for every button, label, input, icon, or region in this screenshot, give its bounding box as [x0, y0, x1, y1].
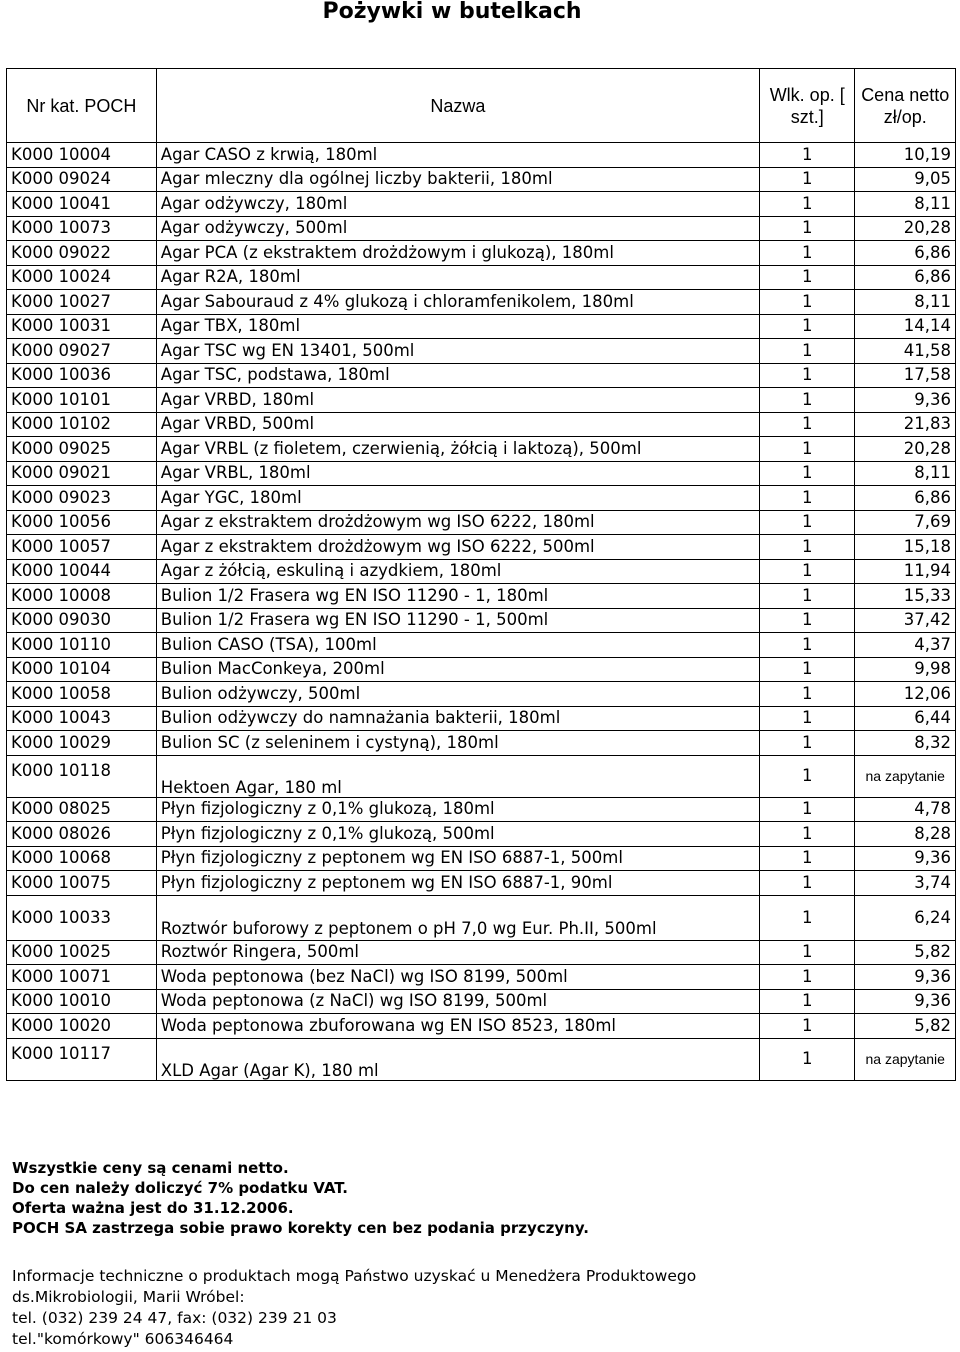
product-name-cell: Agar Sabouraud z 4% glukozą i chloramfenikolem, 180ml [156, 290, 759, 315]
table-row [7, 1038, 956, 1080]
pack-size-cell: 1 [759, 192, 855, 217]
catalog-number-cell: K000 10008 [7, 584, 157, 609]
table-row [7, 755, 956, 797]
product-name-cell: Agar z ekstraktem drożdżowym wg ISO 6222, 180ml [156, 510, 759, 535]
header-name: Nazwa [156, 69, 759, 143]
pack-size-cell: 1 [759, 412, 855, 437]
table-row [7, 584, 956, 609]
price-cell: 15,18 [855, 535, 956, 560]
table-row [7, 216, 956, 241]
product-name-cell: Bulion MacConkeya, 200ml [156, 657, 759, 682]
catalog-number-cell: K000 10036 [7, 363, 157, 388]
note-line: Wszystkie ceny są cenami netto. [12, 1159, 289, 1177]
table-row [7, 822, 956, 847]
table-row [7, 965, 956, 990]
pack-size-cell: 1 [759, 731, 855, 756]
table-row [7, 265, 956, 290]
price-cell: 7,69 [855, 510, 956, 535]
product-name-cell: Agar TSC, podstawa, 180ml [156, 363, 759, 388]
product-name-cell: XLD Agar (Agar K), 180 ml [156, 1038, 759, 1080]
catalog-number-cell: K000 10043 [7, 706, 157, 731]
table-row [7, 363, 956, 388]
table-row [7, 1014, 956, 1039]
price-cell: 15,33 [855, 584, 956, 609]
price-cell: na zapytanie [855, 1038, 956, 1080]
product-name-cell: Agar VRBD, 500ml [156, 412, 759, 437]
price-cell: 9,36 [855, 989, 956, 1014]
table-row [7, 731, 956, 756]
catalog-number-cell: K000 08025 [7, 797, 157, 822]
catalog-number-cell: K000 10101 [7, 388, 157, 413]
note-line: Do cen należy doliczyć 7% podatku VAT. [12, 1179, 348, 1197]
product-name-cell: Woda peptonowa zbuforowana wg EN ISO 8523, 180ml [156, 1014, 759, 1039]
table-row [7, 314, 956, 339]
catalog-number-cell: K000 10029 [7, 731, 157, 756]
catalog-number-cell: K000 10004 [7, 143, 157, 168]
table-row [7, 535, 956, 560]
table-row [7, 461, 956, 486]
catalog-number-cell: K000 10057 [7, 535, 157, 560]
pack-size-cell: 1 [759, 895, 855, 940]
product-name-cell: Agar R2A, 180ml [156, 265, 759, 290]
product-name-cell: Agar z żółcią, eskuliną i azydkiem, 180ml [156, 559, 759, 584]
catalog-number-cell: K000 10031 [7, 314, 157, 339]
header-price: Cena netto zł/op. [855, 69, 956, 143]
pack-size-cell: 1 [759, 633, 855, 658]
pack-size-cell: 1 [759, 535, 855, 560]
pack-size-cell: 1 [759, 143, 855, 168]
table-row [7, 241, 956, 266]
pack-size-cell: 1 [759, 290, 855, 315]
pack-size-cell: 1 [759, 755, 855, 797]
product-name-cell: Agar VRBL, 180ml [156, 461, 759, 486]
pack-size-cell: 1 [759, 363, 855, 388]
contact-info [12, 1266, 696, 1350]
price-cell: 8,32 [855, 731, 956, 756]
price-cell: 3,74 [855, 871, 956, 896]
pack-size-cell: 1 [759, 965, 855, 990]
product-name-cell: Woda peptonowa (bez NaCl) wg ISO 8199, 500ml [156, 965, 759, 990]
catalog-number-cell: K000 10058 [7, 682, 157, 707]
product-name-cell: Agar mleczny dla ogólnej liczby bakterii, 180ml [156, 167, 759, 192]
price-cell: 8,11 [855, 192, 956, 217]
table-row [7, 608, 956, 633]
table-row [7, 388, 956, 413]
pack-size-cell: 1 [759, 989, 855, 1014]
price-cell: 8,28 [855, 822, 956, 847]
pack-size-cell: 1 [759, 241, 855, 266]
contact-line: ds.Mikrobiologii, Marii Wróbel: [12, 1288, 245, 1306]
contact-line: tel."komórkowy" 606346464 [12, 1330, 234, 1348]
price-cell: 9,05 [855, 167, 956, 192]
table-row [7, 657, 956, 682]
catalog-number-cell: K000 10041 [7, 192, 157, 217]
table-row [7, 510, 956, 535]
catalog-number-cell: K000 10010 [7, 989, 157, 1014]
price-cell: 8,11 [855, 461, 956, 486]
pack-size-cell: 1 [759, 461, 855, 486]
product-name-cell: Roztwór buforowy z peptonem o pH 7,0 wg Eur. Ph.II, 500ml [156, 895, 759, 940]
product-name-cell: Agar z ekstraktem drożdżowym wg ISO 6222, 500ml [156, 535, 759, 560]
catalog-number-cell: K000 09024 [7, 167, 157, 192]
table-row [7, 871, 956, 896]
catalog-number-cell: K000 10102 [7, 412, 157, 437]
pack-size-cell: 1 [759, 388, 855, 413]
catalog-number-cell: K000 10020 [7, 1014, 157, 1039]
pack-size-cell: 1 [759, 657, 855, 682]
note-line: Oferta ważna jest do 31.12.2006. [12, 1199, 294, 1217]
price-cell: 10,19 [855, 143, 956, 168]
product-name-cell: Agar odżywczy, 500ml [156, 216, 759, 241]
catalog-number-cell: K000 10073 [7, 216, 157, 241]
table-row [7, 940, 956, 965]
product-name-cell: Agar odżywczy, 180ml [156, 192, 759, 217]
table-row [7, 486, 956, 511]
product-name-cell: Płyn fizjologiczny z peptonem wg EN ISO 6887-1, 500ml [156, 846, 759, 871]
table-row [7, 682, 956, 707]
catalog-number-cell: K000 09021 [7, 461, 157, 486]
catalog-number-cell: K000 10044 [7, 559, 157, 584]
catalog-number-cell: K000 09022 [7, 241, 157, 266]
price-cell: 20,28 [855, 216, 956, 241]
price-cell: 11,94 [855, 559, 956, 584]
catalog-number-cell: K000 10024 [7, 265, 157, 290]
catalog-number-cell: K000 10056 [7, 510, 157, 535]
price-cell: 6,86 [855, 241, 956, 266]
product-name-cell: Bulion 1/2 Frasera wg EN ISO 11290 - 1, 500ml [156, 608, 759, 633]
table-row [7, 143, 956, 168]
table-row [7, 633, 956, 658]
product-name-cell: Płyn fizjologiczny z 0,1% glukozą, 500ml [156, 822, 759, 847]
price-cell: 5,82 [855, 940, 956, 965]
price-cell: 9,98 [855, 657, 956, 682]
pack-size-cell: 1 [759, 871, 855, 896]
catalog-number-cell: K000 09027 [7, 339, 157, 364]
table-row [7, 290, 956, 315]
table-row [7, 437, 956, 462]
pack-size-cell: 1 [759, 846, 855, 871]
note-line: POCH SA zastrzega sobie prawo korekty cen bez podania przyczyny. [12, 1219, 589, 1237]
table-row [7, 412, 956, 437]
table-row [7, 559, 956, 584]
product-name-cell: Agar TSC wg EN 13401, 500ml [156, 339, 759, 364]
price-cell: 5,82 [855, 1014, 956, 1039]
product-name-cell: Roztwór Ringera, 500ml [156, 940, 759, 965]
product-name-cell: Agar YGC, 180ml [156, 486, 759, 511]
product-name-cell: Woda peptonowa (z NaCl) wg ISO 8199, 500ml [156, 989, 759, 1014]
table-row [7, 989, 956, 1014]
price-cell: 8,11 [855, 290, 956, 315]
pack-size-cell: 1 [759, 682, 855, 707]
pack-size-cell: 1 [759, 822, 855, 847]
catalog-number-cell: K000 10071 [7, 965, 157, 990]
price-cell: 4,78 [855, 797, 956, 822]
header-pack-size: Wlk. op. [ szt.] [759, 69, 855, 143]
product-name-cell: Agar CASO z krwią, 180ml [156, 143, 759, 168]
page-title: Pożywki w butelkach [322, 0, 582, 24]
contact-line: tel. (032) 239 24 47, fax: (032) 239 21 03 [12, 1309, 337, 1327]
table-row [7, 895, 956, 940]
price-cell: 9,36 [855, 965, 956, 990]
pack-size-cell: 1 [759, 608, 855, 633]
catalog-number-cell: K000 09030 [7, 608, 157, 633]
product-name-cell: Bulion odżywczy do namnażania bakterii, 180ml [156, 706, 759, 731]
pack-size-cell: 1 [759, 339, 855, 364]
catalog-number-cell: K000 10068 [7, 846, 157, 871]
product-name-cell: Płyn fizjologiczny z peptonem wg EN ISO 6887-1, 90ml [156, 871, 759, 896]
catalog-number-cell: K000 09023 [7, 486, 157, 511]
pack-size-cell: 1 [759, 1014, 855, 1039]
product-name-cell: Agar PCA (z ekstraktem drożdżowym i glukozą), 180ml [156, 241, 759, 266]
price-cell: 37,42 [855, 608, 956, 633]
pack-size-cell: 1 [759, 940, 855, 965]
catalog-number-cell: K000 10117 [7, 1038, 157, 1080]
catalog-number-cell: K000 10033 [7, 895, 157, 940]
product-name-cell: Bulion odżywczy, 500ml [156, 682, 759, 707]
product-name-cell: Agar VRBD, 180ml [156, 388, 759, 413]
pack-size-cell: 1 [759, 314, 855, 339]
pack-size-cell: 1 [759, 510, 855, 535]
price-cell: 4,37 [855, 633, 956, 658]
catalog-number-cell: K000 10110 [7, 633, 157, 658]
pack-size-cell: 1 [759, 706, 855, 731]
catalog-number-cell: K000 10118 [7, 755, 157, 797]
table-row [7, 339, 956, 364]
pack-size-cell: 1 [759, 797, 855, 822]
catalog-number-cell: K000 10025 [7, 940, 157, 965]
pack-size-cell: 1 [759, 265, 855, 290]
price-cell: na zapytanie [855, 755, 956, 797]
pack-size-cell: 1 [759, 1038, 855, 1080]
product-name-cell: Bulion SC (z seleninem i cystyną), 180ml [156, 731, 759, 756]
catalog-number-cell: K000 09025 [7, 437, 157, 462]
price-table [6, 68, 956, 1081]
price-cell: 12,06 [855, 682, 956, 707]
price-cell: 21,83 [855, 412, 956, 437]
catalog-number-cell: K000 10104 [7, 657, 157, 682]
price-notes [12, 1158, 589, 1238]
table-row [7, 797, 956, 822]
price-cell: 6,24 [855, 895, 956, 940]
table-header-row [7, 69, 956, 143]
price-cell: 41,58 [855, 339, 956, 364]
price-cell: 14,14 [855, 314, 956, 339]
price-cell: 17,58 [855, 363, 956, 388]
pack-size-cell: 1 [759, 559, 855, 584]
table-row [7, 846, 956, 871]
pack-size-cell: 1 [759, 486, 855, 511]
pack-size-cell: 1 [759, 437, 855, 462]
pack-size-cell: 1 [759, 167, 855, 192]
table-row [7, 167, 956, 192]
header-catalog-number: Nr kat. POCH [7, 69, 157, 143]
pack-size-cell: 1 [759, 216, 855, 241]
table-row [7, 706, 956, 731]
product-name-cell: Hektoen Agar, 180 ml [156, 755, 759, 797]
product-name-cell: Agar TBX, 180ml [156, 314, 759, 339]
table-row [7, 192, 956, 217]
product-name-cell: Bulion 1/2 Frasera wg EN ISO 11290 - 1, 180ml [156, 584, 759, 609]
price-cell: 9,36 [855, 846, 956, 871]
product-name-cell: Agar VRBL (z fioletem, czerwienią, żółcią i laktozą), 500ml [156, 437, 759, 462]
price-cell: 9,36 [855, 388, 956, 413]
price-cell: 6,44 [855, 706, 956, 731]
product-name-cell: Płyn fizjologiczny z 0,1% glukozą, 180ml [156, 797, 759, 822]
catalog-number-cell: K000 08026 [7, 822, 157, 847]
price-cell: 6,86 [855, 486, 956, 511]
product-name-cell: Bulion CASO (TSA), 100ml [156, 633, 759, 658]
catalog-number-cell: K000 10027 [7, 290, 157, 315]
price-cell: 6,86 [855, 265, 956, 290]
catalog-number-cell: K000 10075 [7, 871, 157, 896]
pack-size-cell: 1 [759, 584, 855, 609]
price-cell: 20,28 [855, 437, 956, 462]
table-body [7, 143, 956, 1081]
contact-line: Informacje techniczne o produktach mogą Państwo uzyskać u Menedżera Produktowego [12, 1267, 697, 1285]
